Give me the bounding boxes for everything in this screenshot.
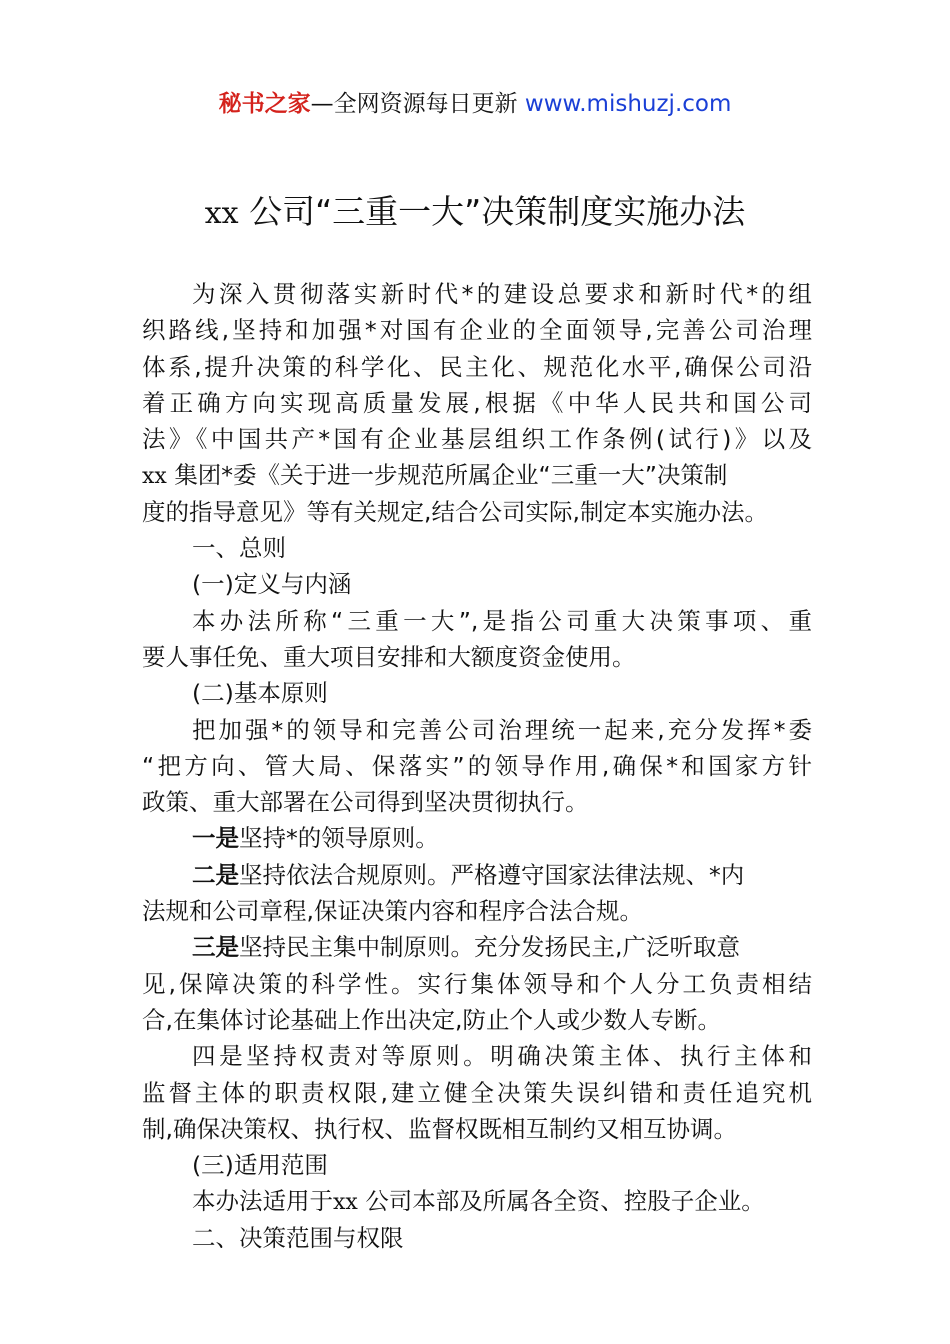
principle-3-cont-1: 见,保障决策的科学性。实行集体领导和个人分工负责相结 bbox=[142, 969, 812, 998]
principle-2-lead: 二是 bbox=[192, 860, 239, 889]
principle-3 bbox=[142, 929, 812, 965]
intro-line-6 bbox=[142, 457, 812, 493]
principle-3-cont-2: 合,在集体讨论基础上作出决定,防止个人或少数人专断。 bbox=[142, 1005, 721, 1034]
site-tagline: —全网资源每日更新 bbox=[310, 91, 525, 117]
site-url-link[interactable]: www.mishuzj.com bbox=[524, 91, 732, 117]
principle-2-cont: 法规和公司章程,保证决策内容和程序合法合规。 bbox=[142, 897, 643, 926]
document-body bbox=[142, 276, 812, 1256]
principles-line-2: “把方向、管大局、保落实”的领导作用,确保*和国家方针 bbox=[142, 751, 812, 780]
principle-2-text: 坚持依法合规原则。严格遵守国家法律法规、*内 bbox=[239, 860, 745, 889]
intro-line-2: 织路线,坚持和加强*对国有企业的全面领导,完善公司治理 bbox=[142, 316, 812, 345]
principle-4-line-2: 监督主体的职责权限,建立健全决策失误纠错和责任追究机 bbox=[142, 1078, 812, 1107]
principle-1 bbox=[142, 820, 812, 856]
subheading-principles: (二)基本原则 bbox=[192, 679, 328, 708]
intro-line-3: 体系,提升决策的科学化、民主化、规范化水平,确保公司沿 bbox=[142, 352, 812, 381]
principle-3-lead: 三是 bbox=[192, 933, 239, 962]
scope-xx: xx bbox=[333, 1190, 358, 1216]
scope-pre: 本办法适用于 bbox=[192, 1187, 333, 1216]
title-prefix: xx bbox=[204, 196, 239, 231]
principles-line-1: 把加强*的领导和完善公司治理统一起来,充分发挥*委 bbox=[192, 715, 812, 744]
principle-3-text: 坚持民主集中制原则。充分发扬民主,广泛听取意 bbox=[239, 933, 740, 962]
principle-1-lead: 一是 bbox=[192, 824, 239, 853]
principle-4-line-1: 四是坚持权责对等原则。明确决策主体、执行主体和 bbox=[192, 1042, 812, 1071]
site-brand: 秘书之家 bbox=[218, 91, 311, 117]
principles-line-3: 政策、重大部署在公司得到坚决贯彻执行。 bbox=[142, 788, 589, 817]
title-main: 公司“三重一大”决策制度实施办法 bbox=[249, 192, 746, 231]
subheading-definition: (一)定义与内涵 bbox=[192, 570, 352, 599]
intro-xx-rest: 集团*委《关于进一步规范所属企业“三重一大”决策制 bbox=[174, 461, 728, 490]
intro-line-7: 度的指导意见》等有关规定,结合公司实际,制定本实施办法。 bbox=[142, 497, 768, 526]
intro-line-5: 法》《中国共产*国有企业基层组织工作条例(试行)》以及 bbox=[142, 425, 812, 454]
principle-2 bbox=[142, 857, 812, 893]
intro-line-4: 着正确方向实现高质量发展,根据《中华人民共和国公司 bbox=[142, 388, 812, 417]
definition-line-2: 要人事任免、重大项目安排和大额度资金使用。 bbox=[142, 642, 636, 671]
section-heading-general: 一、总则 bbox=[192, 534, 286, 563]
principle-1-text: 坚持*的领导原则。 bbox=[239, 824, 439, 853]
subheading-scope: (三)适用范围 bbox=[192, 1151, 328, 1180]
scope-line bbox=[142, 1183, 812, 1219]
site-header bbox=[0, 88, 950, 120]
intro-xx-prefix: xx bbox=[142, 464, 167, 490]
definition-line-1: 本办法所称“三重一大”,是指公司重大决策事项、重 bbox=[192, 606, 812, 635]
scope-post: 公司本部及所属各全资、控股子企业。 bbox=[365, 1187, 765, 1216]
document-title bbox=[0, 190, 950, 236]
intro-line-1: 为深入贯彻落实新时代*的建设总要求和新时代*的组 bbox=[192, 280, 812, 308]
section-heading-scope-authority: 二、决策范围与权限 bbox=[192, 1223, 404, 1252]
principle-4-line-3: 制,确保决策权、执行权、监督权既相互制约又相互协调。 bbox=[142, 1114, 737, 1143]
